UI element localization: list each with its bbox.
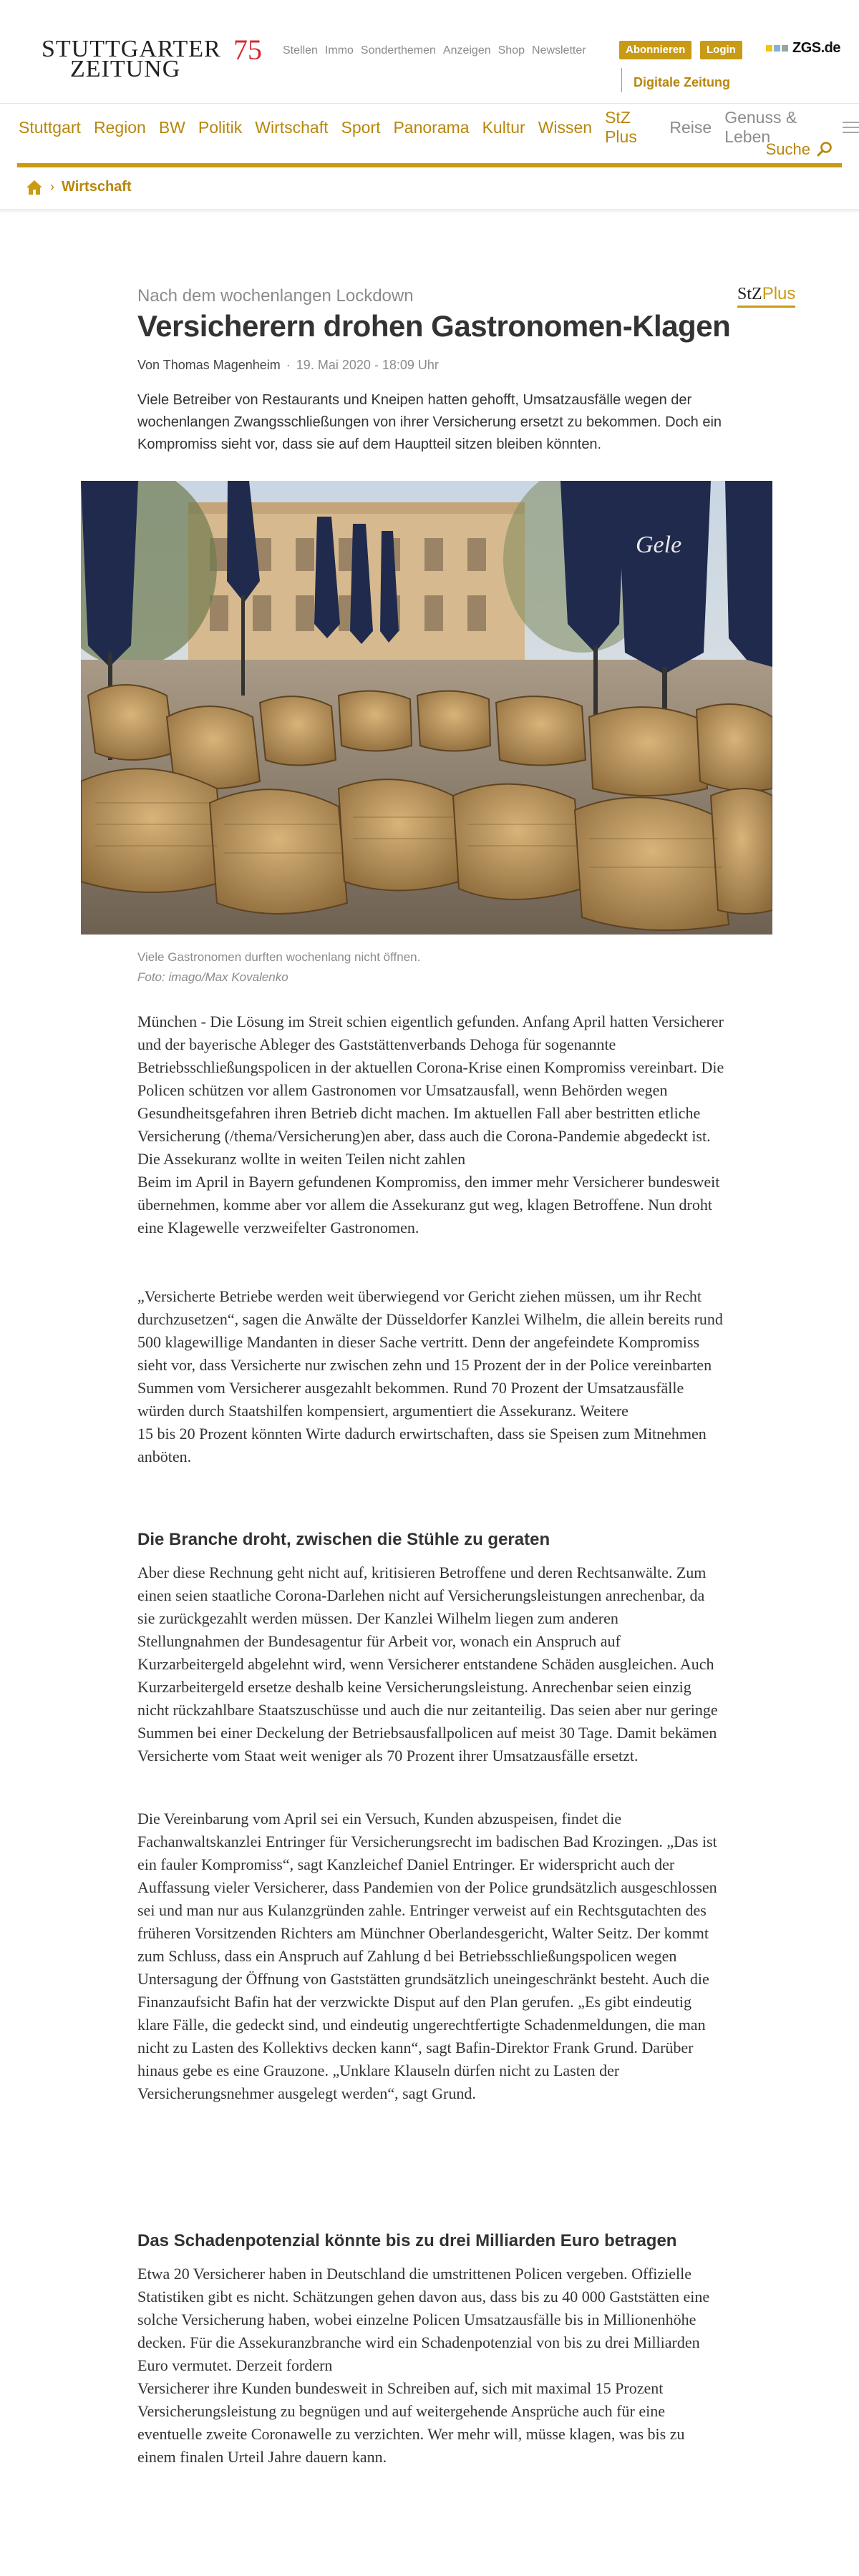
nav-reise[interactable]: Reise <box>669 117 712 137</box>
site-header <box>0 0 859 92</box>
login-button[interactable]: Login <box>700 41 742 59</box>
article-teaser: Viele Betreiber von Restaurants und Kneipen hatten gehofft, Umsatzausfälle wegen der wochenlangen Zwangsschließungen von ihrer Versicherung ersetzt zu bekommen. Doch ein Kompromiss sieht vor, dass sie auf dem Hauptteil sitzen bleiben könnten. <box>137 392 722 452</box>
image-credit: Foto: imago/Max Kovalenko <box>137 970 288 984</box>
topnav-anzeigen[interactable]: Anzeigen <box>442 44 491 57</box>
topnav-newsletter[interactable]: Newsletter <box>531 44 586 57</box>
image-caption <box>137 947 420 987</box>
topnav-stellen[interactable]: Stellen <box>283 44 318 57</box>
topnav-shop[interactable]: Shop <box>498 44 525 57</box>
logo-line-2: ZEITUNG <box>70 56 181 82</box>
logo-line-1: STUTTGARTER <box>42 36 221 62</box>
site-logo[interactable] <box>42 34 262 86</box>
nav-politik[interactable]: Politik <box>198 117 243 137</box>
article-date: 19. Mai 2020 - 18:09 Uhr <box>296 358 439 372</box>
header-shadow <box>0 209 859 213</box>
nav-kultur[interactable]: Kultur <box>482 117 525 137</box>
search-button[interactable] <box>766 140 833 159</box>
article-author[interactable]: Von Thomas Magenheim <box>137 358 281 372</box>
article-subheading-2: Das Schadenpotenzial könnte bis zu drei Milliarden Euro betragen <box>137 2231 677 2250</box>
stz-plus-badge-plus: Plus <box>762 284 796 303</box>
article-paragraph-5: Etwa 20 Versicherer haben in Deutschland die umstrittenen Policen vergeben. Offizielle Statistiken gibt es nicht. Schätzungen gehen davon aus, dass bis zu 40 000 Gaststätten eine solche Versicherung haben, wobei einzelne Policen Umsatzausfälle bis in Millionenhöhe decken. Für die Assekuranzbranche wird ein Schadenpotenzial von bis zu drei Milliarden Euro vermutet. Derzeit fordern Versicherer ihre Kunden bundesweit in Schreiben auf, sich mit maximal 15 Prozent Versicherungsleistung zu begnügen und auf weitergehende Ansprüche auch für eine eventuelle zweite Coronawelle zu verzichten. Wer mehr will, müsse klagen, was bis zu einem finalen Urteil Jahre dauern kann. <box>137 2265 710 2466</box>
article-paragraph-2: „Versicherte Betriebe werden weit überwiegend vor Gericht ziehen müssen, um ihr Recht durchzusetzen“, sagen die Anwälte der Düsseldorfer Kanzlei Wilhelm, die allein bereits rund 500 klagewillige Mandanten in dieser Sache vertritt. Denn der angefeindete Kompromiss sieht vor, dass Versicherte nur zwischen zehn und 15 Prozent der in der Police vereinbarten Summen vom Versicherer ausgezahlt bekommen. Rund 70 Prozent der Umsatzausfälle würden durch Staatshilfen kompensiert, argumentiert die Assekuranz. Weitere 15 bis 20 Prozent könnten Wirte dadurch erwirtschaften, dass sie Speisen zum Mitnehmen anböten. <box>137 1287 723 1465</box>
nav-divider <box>17 163 842 167</box>
breadcrumb <box>26 179 132 195</box>
nav-wissen[interactable]: Wissen <box>538 117 593 137</box>
nav-stuttgart[interactable]: Stuttgart <box>19 117 81 137</box>
nav-stz-plus[interactable]: StZ Plus <box>605 108 637 146</box>
search-label: Suche <box>765 140 810 158</box>
main-nav <box>0 103 859 146</box>
topnav-immo[interactable]: Immo <box>324 44 354 57</box>
logo-anniversary-badge: 75 <box>233 34 262 66</box>
zgs-label: ZGS.de <box>792 40 841 56</box>
article-kicker: Nach dem wochenlangen Lockdown <box>137 286 414 306</box>
article-paragraph-3: Aber diese Rechnung geht nicht auf, kritisieren Betroffene und deren Rechtsanwälte. Zum einen seien staatliche Corona-Darlehen nicht auf Versicherungsleistungen anrechenbar, da sie zurückgezahlt werden müssen. Der Kanzlei Wilhelm liegen zum anderen Stellungnahmen der Bundesagentur für Arbeit vor, wonach ein Anspruch auf Kurzarbeitergeld abgelehnt wird, wenn Versicherer entstandene Schäden ausgleichen. Auch Kurzarbeitergeld ersetze deshalb keine Versicherungsleistung. Anrechenbar seien einzig nicht rückzahlbare Staatszuschüsse und auch die nur zeitanteilig. Das seien aber nur geringe Summen bei einer Deckelung der Betriebsausfallpolicen auf meist 30 Tage. Damit bekämen Versicherte vom Staat weit weniger als 70 Prozent ihrer Umsatzausfälle ersetzt. <box>137 1563 718 1765</box>
chevron-right-icon: › <box>50 180 54 194</box>
cafe-chairs-photo <box>81 481 772 935</box>
article-paragraph-4: Die Vereinbarung vom April sei ein Versuch, Kunden abzuspeisen, findet die Fachanwaltskanzlei Entringer für Versicherungsrecht im badischen Bad Krozingen. „Das ist ein fauler Kompromiss“, sagt Kanzleichef Daniel Entringer. Er widerspricht auch der Auffassung vieler Versicherer, dass Pandemien von der Police grundsätzlich ausgeschlossen sei und man nur aus Kulanzgründen zahle. Entringer verweist auf ein Rechtsgutachten des früheren Vorsitzenden Richters am Münchner Oberlandesgericht, Walter Seitz. Der kommt zum Schluss, dass ein Anspruch auf Zahlung d bei Betriebsschließungspolicen wegen Untersagung der Öffnung von Gaststätten grundsätzlich uneingeschränkt besteht. Auch die Finanzaufsicht Bafin hat der verzwickte Disput auf den Plan gerufen. „Es gibt eindeutig klare Fälle, die gedeckt sind, und eindeutig ungerechtfertigte Schadenmeldungen, die man nicht zu Lasten des Kollektivs decken kann“, sagt Bafin-Direktor Frank Grund. Darüber hinaus gebe es eine Grauzone. „Unklare Klauseln dürfen nicht zu Lasten der Versicherungsnehmer ausgelegt werden“, sagt Grund. <box>137 1810 717 2102</box>
article-paragraph-1: München - Die Lösung im Streit schien eigentlich gefunden. Anfang April hatten Versicherer und der bayerische Ableger des Gaststättenverbands Dehoga für sogenannte Betriebsschließungspolicen in der aktuellen Corona-Krise einen Kompromiss vereinbart. Die Policen schützen vor allem Gastronomen vor Umsatzausfall, wenn Behörden wegen Gesundheitsgefahren ihren Betrieb dicht machen. Im aktuellen Fall aber bestritten etliche Versicherung (/thema/Versicherung)en aber, dass auch die Corona-Pandemie abgedeckt ist. Die Assekuranz wollte in weiten Teilen nicht zahlen Beim im April in Bayern gefundenen Kompromiss, den immer mehr Versicherer bundesweit übernehmen, komme aber vor allem die Assekuranz gut weg, klagen Betroffene. Nun droht eine Klagewelle verzweifelter Gastronomen. <box>137 1013 724 1236</box>
home-icon[interactable] <box>26 180 43 195</box>
article-image[interactable] <box>81 481 772 935</box>
topnav-sonderthemen[interactable]: Sonderthemen <box>360 44 436 57</box>
top-nav <box>283 44 589 57</box>
nav-bw[interactable]: BW <box>158 117 185 137</box>
image-caption-text: Viele Gastronomen durften wochenlang nicht öffnen. <box>137 950 421 964</box>
breadcrumb-wirtschaft[interactable]: Wirtschaft <box>62 179 132 195</box>
menu-icon[interactable] <box>843 122 859 133</box>
zgs-link[interactable] <box>766 40 840 57</box>
digital-newspaper-link[interactable]: Digitale Zeitung <box>621 68 736 92</box>
stz-plus-badge-stz: StZ <box>737 285 762 303</box>
nav-panorama[interactable]: Panorama <box>393 117 470 137</box>
article-meta <box>137 358 439 373</box>
stz-plus-badge[interactable] <box>737 284 795 308</box>
search-icon <box>816 141 833 158</box>
nav-genuss-leben[interactable]: Genuss & Leben <box>724 108 797 146</box>
nav-wirtschaft[interactable]: Wirtschaft <box>255 117 329 137</box>
article-headline: Versicherern drohen Gastronomen-Klagen <box>137 309 731 343</box>
subscribe-button[interactable]: Abonnieren <box>619 41 691 59</box>
meta-separator: · <box>286 358 291 372</box>
umbrella-text: Gele <box>636 532 682 558</box>
nav-sport[interactable]: Sport <box>341 117 381 137</box>
article-subheading-1: Die Branche droht, zwischen die Stühle zu geraten <box>137 1530 550 1549</box>
zgs-logo-icon <box>766 45 788 52</box>
nav-region[interactable]: Region <box>93 117 146 137</box>
